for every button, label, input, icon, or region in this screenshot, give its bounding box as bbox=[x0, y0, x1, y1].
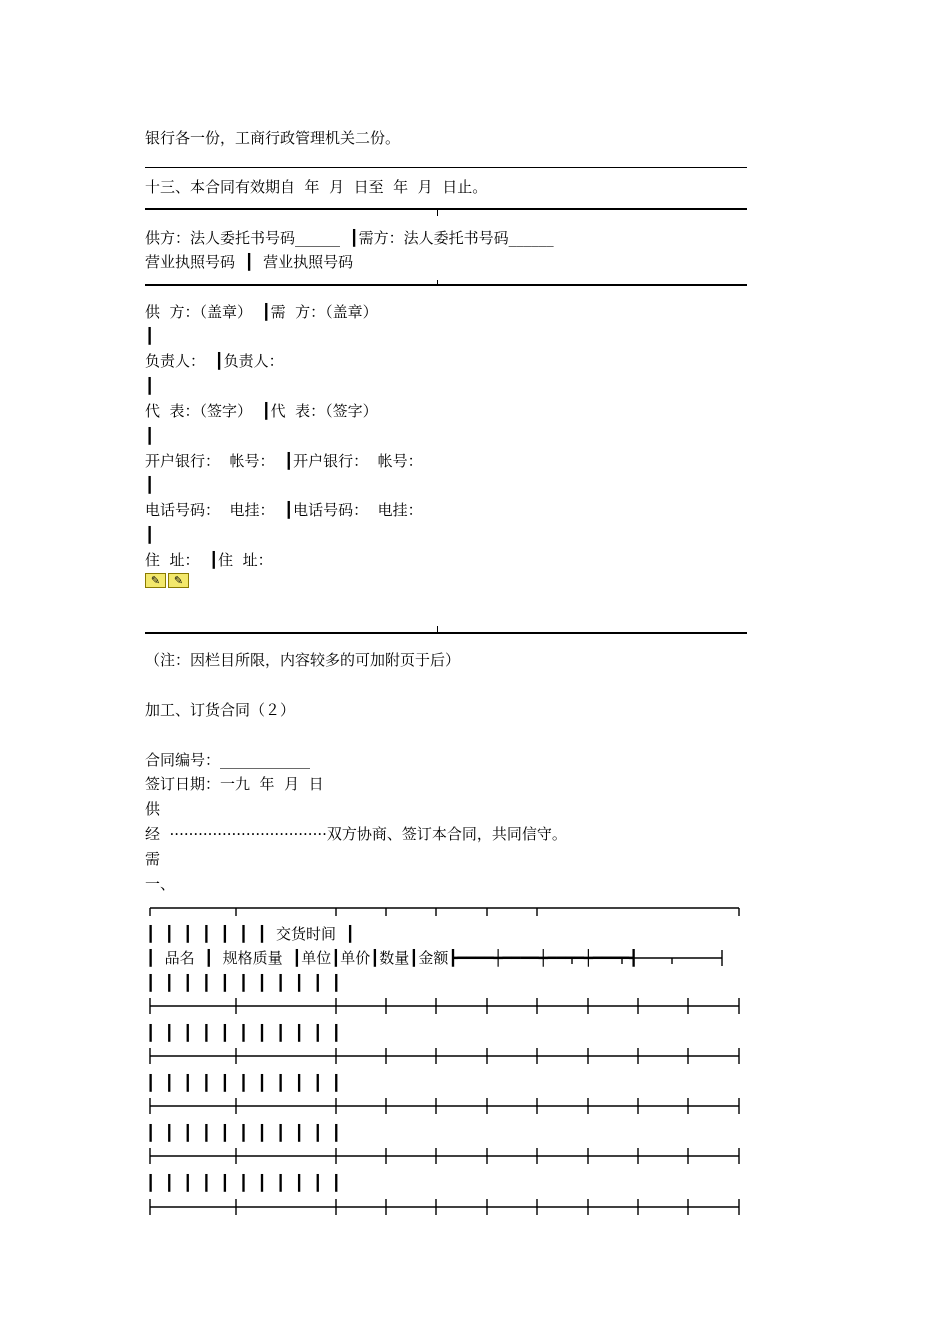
separator-bar: ┃ bbox=[145, 377, 155, 395]
separator-bar: ┃ bbox=[145, 476, 155, 494]
auth-number-line: 供方：法人委托书号码______ ┃需方：法人委托书号码______ bbox=[145, 229, 554, 247]
representative-line: 代 表：（签字） ┃代 表：（签字） bbox=[145, 402, 378, 420]
license-line: 营业执照号码 ┃ 营业执照号码 bbox=[145, 253, 354, 271]
separator-bar: ┃ bbox=[145, 327, 155, 345]
contract-number: 合同编号：____________ bbox=[145, 751, 311, 769]
table-row: ┃ ┃ ┃ ┃ ┃ ┃ ┃ ┃ ┃ ┃ ┃ bbox=[146, 1124, 341, 1142]
copies-line: 银行各一份，工商行政管理机关二份。 bbox=[145, 129, 401, 147]
supply-label: 供 bbox=[145, 800, 161, 818]
seal-line: 供 方：（盖章） ┃需 方：（盖章） bbox=[145, 303, 378, 321]
table-row: ┃ ┃ ┃ ┃ ┃ ┃ ┃ ┃ ┃ ┃ ┃ bbox=[146, 1024, 341, 1042]
address-line: 住 址： ┃住 址： bbox=[145, 551, 273, 569]
table-row: ┃ ┃ ┃ ┃ ┃ ┃ ┃ ┃ ┃ ┃ ┃ bbox=[146, 1174, 341, 1192]
clause-one: 一、 bbox=[145, 875, 176, 893]
phone-line: 电话号码： 电挂： ┃电话号码： 电挂： bbox=[145, 501, 423, 519]
table-row: ┃ ┃ ┃ ┃ ┃ ┃ ┃ ┃ ┃ ┃ ┃ bbox=[146, 1074, 341, 1092]
scroll-icon[interactable]: ✎ bbox=[145, 573, 166, 588]
separator-bar: ┃ bbox=[145, 427, 155, 445]
separator-bar: ┃ bbox=[145, 526, 155, 544]
table-header-row-2: ┃ 品名 ┃ 规格质量 ┃单位┃单价┃数量┃金额┣━━━━┿━━━━┿━━━━┿━━━━┫ bbox=[146, 949, 638, 967]
agreement-line: 经 ·································双方协商、签订本合同，共同信守。 bbox=[145, 825, 567, 843]
validity-clause: 十三、本合同有效期自 年 月 日至 年 月 日止。 bbox=[145, 178, 488, 196]
scroll-icon[interactable]: ✎ bbox=[168, 573, 189, 588]
table-header-row-1: ┃ ┃ ┃ ┃ ┃ ┃ ┃ 交货时间 ┃ bbox=[146, 925, 355, 943]
principal-line: 负责人： ┃负责人： bbox=[145, 352, 284, 370]
bank-line: 开户银行： 帐号： ┃开户银行： 帐号： bbox=[145, 452, 423, 470]
demand-label: 需 bbox=[145, 850, 161, 868]
note-line: （注：因栏目所限，内容较多的可加附页于后） bbox=[145, 651, 461, 669]
contract-title: 加工、订货合同（２） bbox=[145, 701, 296, 719]
sign-date: 签订日期：一九 年 月 日 bbox=[145, 775, 324, 793]
table-row: ┃ ┃ ┃ ┃ ┃ ┃ ┃ ┃ ┃ ┃ ┃ bbox=[146, 974, 341, 992]
